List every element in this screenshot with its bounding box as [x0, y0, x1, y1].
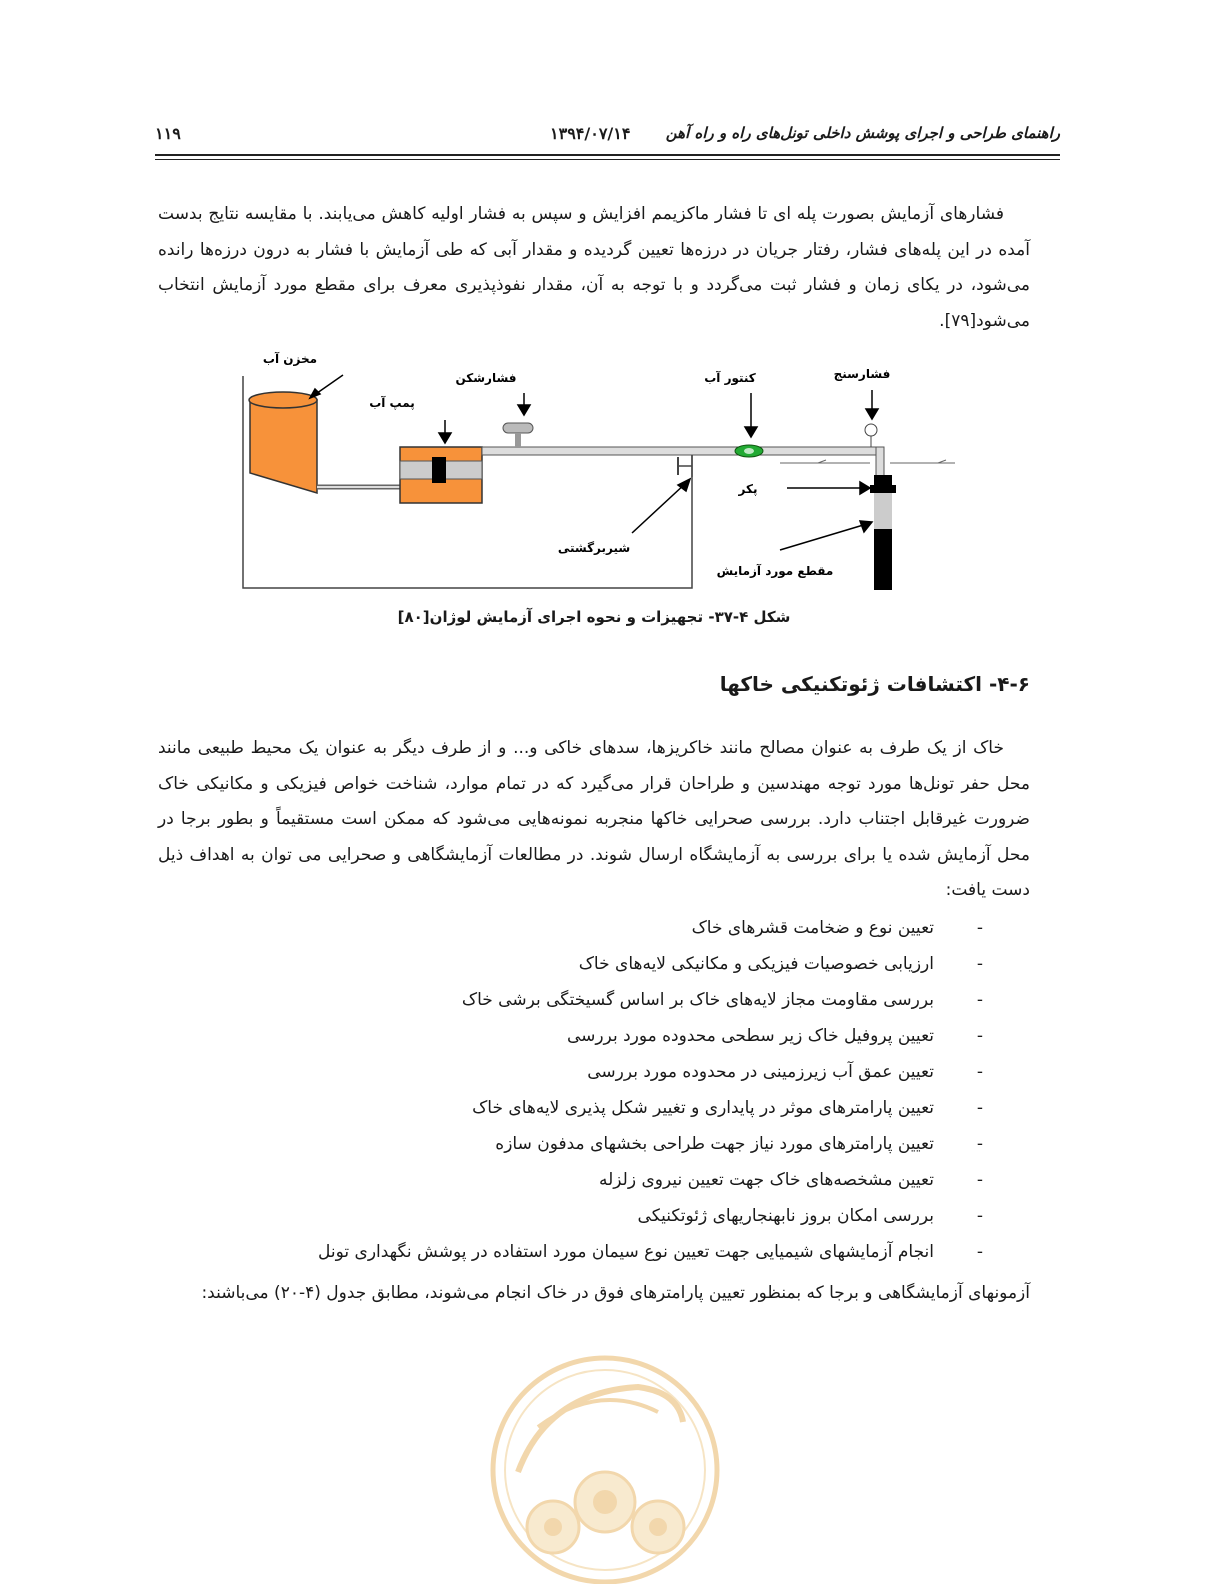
label-water-meter: کنتور آب	[704, 371, 756, 385]
objective-item	[158, 982, 1030, 1018]
borehole	[874, 475, 892, 590]
bullet-dash: -	[976, 1242, 984, 1262]
label-pressure-gauge: فشارسنج	[833, 367, 891, 381]
paragraph-lugeon-pressure: فشارهای آزمایش بصورت پله ای تا فشار ماکزیمم افزایش و سپس به فشار اولیه کاهش می‌یابند. با مقایسه نتایج بدست آمده در این پله‌های فشار، رفتار جریان در درزه‌ها تعیین گردیده و مقدار آبی که طی آزمایش با فشار به درون درزه‌ها رانده می‌شود، در یکای زمان و فشار ثبت می‌گردد و با توجه به آن، مقدار نفوذپذیری معرف برای مقطع مورد آزمایش انتخاب می‌شود[۷۹].	[158, 204, 1030, 331]
objective-text: تعیین پارامترهای موثر در پایداری و تغییر شکل پذیری لایه‌های خاک	[472, 1098, 934, 1118]
water-tank-top	[249, 392, 317, 408]
label-pressure-breaker: فشارشکن	[455, 371, 517, 385]
objective-text: ارزیابی خصوصیات فیزیکی و مکانیکی لایه‌های خاک	[578, 954, 934, 974]
label-reservoir: مخزن آب	[262, 352, 318, 366]
header-date: ۱۳۹۴/۰۷/۱۴	[550, 124, 631, 143]
header-title: راهنمای طراحی و اجرای پوشش داخلی تونل‌های راه و راه آهن	[665, 124, 1060, 142]
paragraph-tests-table: آزمونهای آزمایشگاهی و برجا که بمنظور تعیین پارامترهای فوق در خاک انجام می‌شوند، مطابق جدول (۴-۲۰) می‌باشند:	[201, 1283, 1030, 1303]
objective-item	[158, 1054, 1030, 1090]
objective-item	[158, 1090, 1030, 1126]
logo-watermark	[478, 1352, 733, 1584]
main-pipe	[482, 447, 884, 455]
label-test-section: مقطع مورد آزمایش	[716, 564, 834, 578]
figure-caption: شکل ۴-۳۷- تجهیزات و نحوه اجرای آزمایش لوژان[۸۰]	[397, 608, 791, 626]
bullet-dash: -	[976, 954, 984, 974]
objective-item	[158, 910, 1030, 946]
objective-item	[158, 1162, 1030, 1198]
water-tank	[250, 400, 317, 493]
objective-item	[158, 1234, 1030, 1270]
objective-text: تعیین عمق آب زیرزمینی در محدوده مورد بررسی	[587, 1062, 934, 1082]
objective-item	[158, 1126, 1030, 1162]
pressure-breaker	[503, 423, 533, 433]
bullet-dash: -	[976, 1062, 984, 1082]
packer	[870, 485, 874, 493]
test-section	[874, 493, 892, 529]
pump-piston	[432, 457, 446, 483]
label-return-valve: شیربرگشتی	[557, 541, 631, 555]
pressure-gauge	[865, 424, 877, 436]
label-pump: پمپ آب	[369, 396, 415, 410]
bullet-dash: -	[976, 1134, 984, 1154]
bullet-dash: -	[976, 1170, 984, 1190]
objective-text: بررسی مقاومت مجاز لایه‌های خاک بر اساس گسیختگی برشی خاک	[461, 990, 934, 1010]
header-rule-thin	[155, 159, 1060, 160]
objective-text: تعیین پروفیل خاک زیر سطحی محدوده مورد بررسی	[566, 1026, 934, 1046]
objective-item	[158, 1018, 1030, 1054]
label-packer: پکر	[738, 482, 758, 496]
objective-text: تعیین مشخصه‌های خاک جهت تعیین نیروی زلزله	[598, 1170, 934, 1190]
bullet-dash: -	[976, 918, 984, 938]
header-rule-thick	[155, 154, 1060, 156]
objectives-list	[158, 910, 1030, 1270]
objective-text: تعیین پارامترهای مورد نیاز جهت طراحی بخشهای مدفون سازه	[495, 1134, 934, 1154]
objective-item	[158, 1198, 1030, 1234]
bullet-dash: -	[976, 1098, 984, 1118]
objective-text: انجام آزمایشهای شیمیایی جهت تعیین نوع سیمان مورد استفاده در پوشش نگهداری تونل	[318, 1242, 934, 1262]
lugeon-test-figure	[220, 345, 960, 595]
page-header	[155, 120, 1060, 150]
section-title: ۴-۶- اکتشافات ژئوتکنیکی خاکها	[719, 672, 1030, 696]
bullet-dash: -	[976, 990, 984, 1010]
paragraph-soil-intro: خاک از یک طرف به عنوان مصالح مانند خاکریزها، سدهای خاکی و... و از طرف دیگر به عنوان یک محیط طبیعی مانند محل حفر تونل‌ها مورد توجه مهندسین و طراحان قرار می‌گیرد که در تمام موارد، شناخت خواص فیزیکی و مکانیکی خاک ضرورت غیرقابل اجتناب دارد. بررسی صحرایی خاکها منجربه نمونه‌هایی می‌شود که ممکن است مستقیماً و بطور برجا در محل آزمایش شده یا برای بررسی به آزمایشگاه ارسال شوند. در مطالعات آزمایشگاهی و صحرایی می توان به اهداف ذیل دست یافت:	[158, 738, 1030, 900]
page-number: ۱۱۹	[155, 124, 181, 143]
objective-item	[158, 946, 1030, 982]
bullet-dash: -	[976, 1206, 984, 1226]
objective-text: بررسی امکان بروز نابهنجاریهای ژئوتکنیکی	[637, 1206, 934, 1226]
objective-text: تعیین نوع و ضخامت قشرهای خاک	[691, 918, 934, 938]
bullet-dash: -	[976, 1026, 984, 1046]
